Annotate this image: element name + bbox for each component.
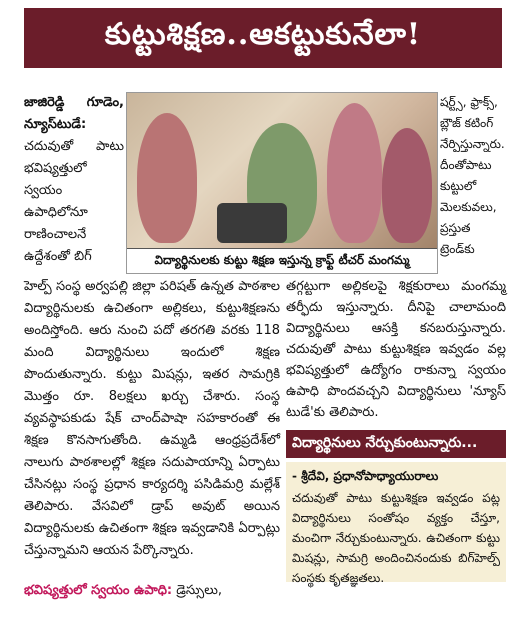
student-figure [137,113,197,243]
subhead-rest: డ్రెస్సులు, [176,583,223,598]
headline-banner [24,8,502,68]
sewing-machine [217,203,287,243]
body-right-text: తగ్గట్టుగా అల్లికలపై శిక్షకురాలు మంగమ్మ తర్ఫీదు ఇస్తున్నారు. దీనిపై చాలామంది విద్యార్థినులు ఆసక్తి కనబరుస్తున్నారు. చదువుతో పాటు కుట్టుశిక్షణ ఇవ్వడం వల్ల భవిష్యత్తులో ఉద్యోగం రాకున్నా స్వయం ఉపాధి పొందవచ్చని విద్యార్థినులు 'న్యూస్ టుడే'కు తెలిపారు. [286,279,506,420]
intro-text: చదువుతో పాటు భవిష్యత్తులో స్వయం ఉపాధిలోనూ రాణించాలనే ఉద్దేశంతో బిగ్‌ [24,139,124,264]
box-text: చదువుతో పాటు కుట్టుశిక్షణ ఇవ్వడం పట్ల విద్యార్థినులు సంతోషం వ్యక్తం చేస్తూ, మంచిగా నేర్చుకుంటున్నారు. ఉచితంగా కుట్టు మిషన్లు, సామగ్రి అందించినందుకు బిగ్‌హెల్ప్ సంస్థకు కృతజ్ఞతలు. [292,491,500,585]
subhead-lead: భవిష్యత్తులో స్వయం ఉపాధి: [24,583,173,598]
intro-column [24,92,124,268]
student-figure [382,128,432,243]
headline: కుట్టుశిక్షణ..ఆకట్టుకునేలా! [104,17,422,52]
body-left-text: హెల్ప్ సంస్థ అర్వపల్లి జిల్లా పరిషత్ ఉన్నత పాఠశాల విద్యార్థినులకు ఉచితంగా అల్లికలు, కుట్టుశిక్షణను అందిస్తోంది. ఆరు నుంచి పదో తరగతి వరకు 118 మంది విద్యార్థినులు ఇందులో శిక్షణ పొందుతున్నారు. కుట్టు మిషన్లు, ఇతర సామగ్రికి మొత్తం రూ. 8లక్షలు ఖర్చు చేశారు. సంస్థ వ్యవస్థాపకుడు షేక్ చాంద్‌పాషా సహకారంతో ఈ శిక్షణ కొనసాగుతోంది. ఉమ్మడి ఆంధ్రప్రదేశ్‌లో నాలుగు పాఠశాలల్లో శిక్షణ సదుపాయాన్ని ఏర్పాటు చేసినట్లు సంస్థ ప్రధాన కార్యదర్శి పసిడిమర్రి మల్లేశ్ తెలిపారు. వేసవిలో డ్రాప్ అవుట్ అయిన విద్యార్థినులకు ఉచితంగా శిక్షణ ఇవ్వడానికి ఏర్పాట్లు చేస్తున్నామని ఆయన పేర్కొన్నారు. [24,279,280,558]
quote-box [286,462,506,585]
dateline: జాజిరెడ్డి గూడెం, న్యూస్‌టుడే: [24,95,124,132]
right-strip-text: షర్ట్స్, ఫ్రాక్స్, బ్లౌజ్ కటింగ్ నేర్పిస్తున్నారు. దీంతోపాటు కుట్టులో మెలకువలు, ప్రస్తుత ట్రెండ్‌కు [440,95,505,256]
box-heading: విద్యార్థినులు నేర్చుకుంటున్నారు... [286,430,506,458]
student-figure [327,103,382,243]
subhead-line [24,580,280,602]
box-quote: - శ్రీదేవి, ప్రధానోపాధ్యాయురాలు [292,469,439,483]
photo-caption: విద్యార్థినులకు కుట్టు శిక్షణ ఇస్తున్న క్రాఫ్ట్ టీచర్ మంగమ్మ [127,248,437,273]
news-photo [126,92,438,274]
